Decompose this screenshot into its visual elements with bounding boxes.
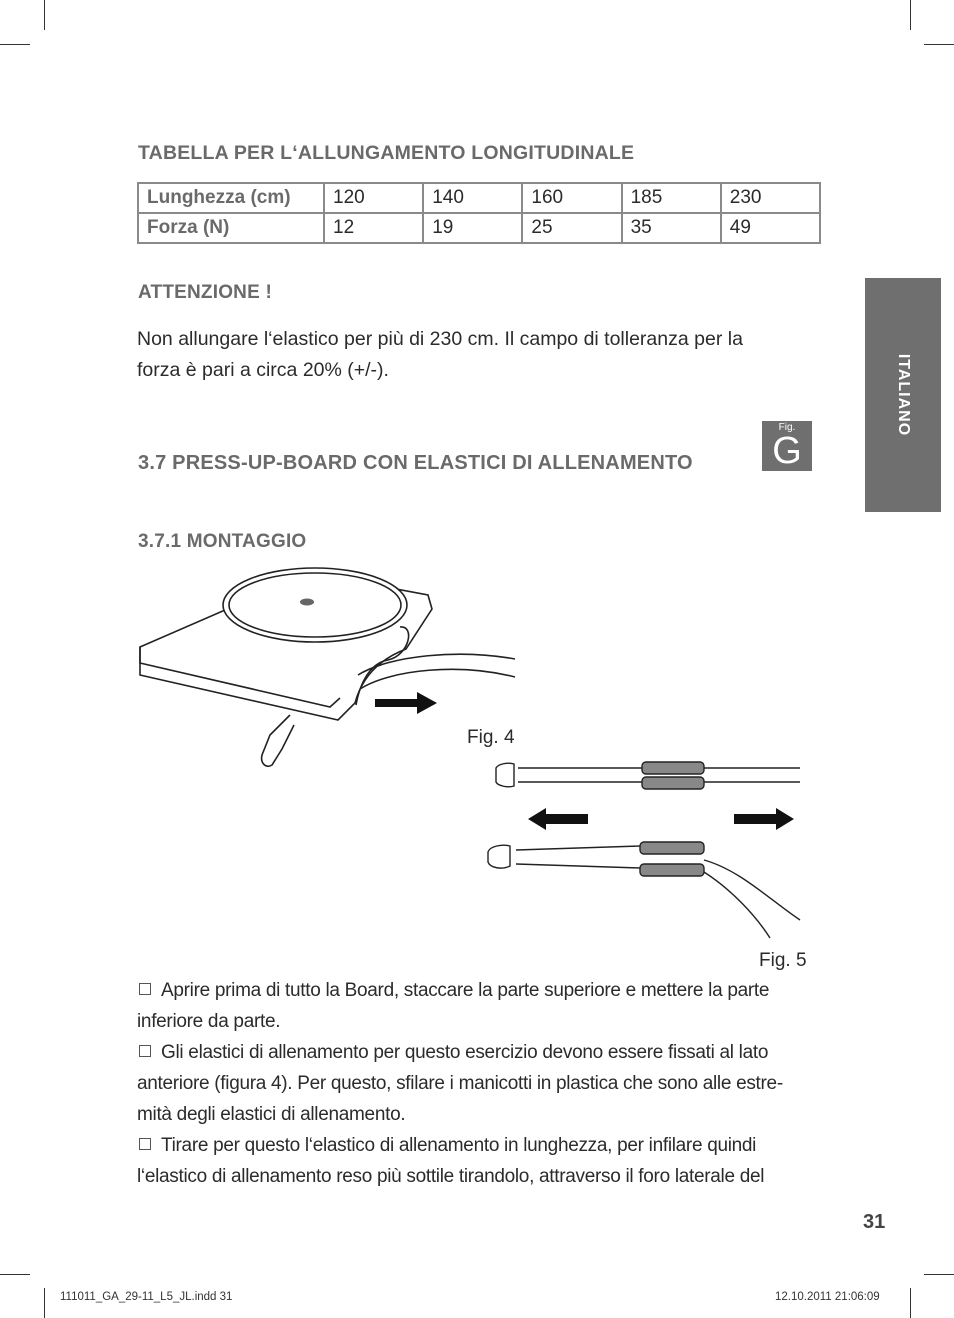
table-cell: 19 xyxy=(423,213,522,243)
checkbox-icon xyxy=(139,1045,151,1057)
table-cell: 49 xyxy=(721,213,820,243)
crop-mark xyxy=(0,44,30,45)
list-item xyxy=(137,1037,817,1130)
crop-mark xyxy=(924,44,954,45)
subsection-heading: 3.7.1 MONTAGGIO xyxy=(138,531,307,552)
text-line: inferiore da parte. xyxy=(137,1011,281,1032)
arrow-right-icon xyxy=(375,690,439,716)
fig-letter: G xyxy=(772,430,802,472)
table-cell: 35 xyxy=(622,213,721,243)
language-tab xyxy=(865,278,941,512)
arrow-left-icon xyxy=(528,808,588,830)
footer-date: 12.10.2011 21:06:09 xyxy=(775,1291,880,1303)
text-line: l‘elastico di allenamento reso più sottile tirandolo, attraverso il foro laterale del xyxy=(137,1166,765,1187)
table-row xyxy=(138,183,820,213)
row-header: Forza (N) xyxy=(138,213,324,243)
text-line: forza è pari a circa 20% (+/-). xyxy=(137,359,389,381)
text-line: Tirare per questo l‘elastico di allenamento in lunghezza, per infilare quindi xyxy=(161,1135,757,1156)
table-cell: 160 xyxy=(522,183,621,213)
list-item xyxy=(137,975,817,1037)
text-line: anteriore (figura 4). Per questo, sfilare i manicotti in plastica che sono alle estre- xyxy=(137,1073,783,1094)
crop-mark xyxy=(0,1274,30,1275)
crop-mark xyxy=(910,1288,911,1318)
instruction-list xyxy=(137,975,817,1192)
language-label: ITALIANO xyxy=(895,353,912,437)
table-cell: 185 xyxy=(622,183,721,213)
elastic-illustration xyxy=(470,750,810,940)
checkbox-icon xyxy=(139,1138,151,1150)
figure-g-badge xyxy=(762,421,812,471)
fig5-label: Fig. 5 xyxy=(759,950,807,971)
crop-mark xyxy=(44,1288,45,1318)
table-row xyxy=(138,213,820,243)
attention-heading: ATTENZIONE ! xyxy=(138,282,272,303)
text-line: Aprire prima di tutto la Board, staccare la parte superiore e mettere la parte xyxy=(161,980,770,1001)
fig4-label: Fig. 4 xyxy=(467,727,515,748)
text-line: Non allungare l‘elastico per più di 230 cm. Il campo di tolleranza per la xyxy=(137,328,743,350)
checkbox-icon xyxy=(139,983,151,995)
text-line: Gli elastici di allenamento per questo esercizio devono essere fissati al lato xyxy=(161,1042,769,1063)
arrow-right-icon xyxy=(734,808,794,830)
footer-file: 111011_GA_29-11_L5_JL.indd 31 xyxy=(60,1291,233,1303)
text-line: mità degli elastici di allenamento. xyxy=(137,1104,406,1125)
crop-mark xyxy=(44,0,45,30)
table-cell: 25 xyxy=(522,213,621,243)
section-heading: 3.7 PRESS-UP-BOARD CON ELASTICI DI ALLENAMENTO xyxy=(138,452,693,474)
fig-label-small: Fig. xyxy=(778,422,796,433)
table-title: TABELLA PER L‘ALLUNGAMENTO LONGITUDINALE xyxy=(138,142,635,164)
logo-icon xyxy=(300,599,314,606)
page-number: 31 xyxy=(863,1211,886,1233)
crop-mark xyxy=(910,0,911,30)
table-cell: 140 xyxy=(423,183,522,213)
table-cell: 120 xyxy=(324,183,423,213)
crop-mark xyxy=(924,1274,954,1275)
row-header: Lunghezza (cm) xyxy=(138,183,324,213)
length-force-table xyxy=(137,182,821,244)
table-cell: 12 xyxy=(324,213,423,243)
list-item xyxy=(137,1130,817,1192)
attention-text xyxy=(137,324,807,386)
table-cell: 230 xyxy=(721,183,820,213)
